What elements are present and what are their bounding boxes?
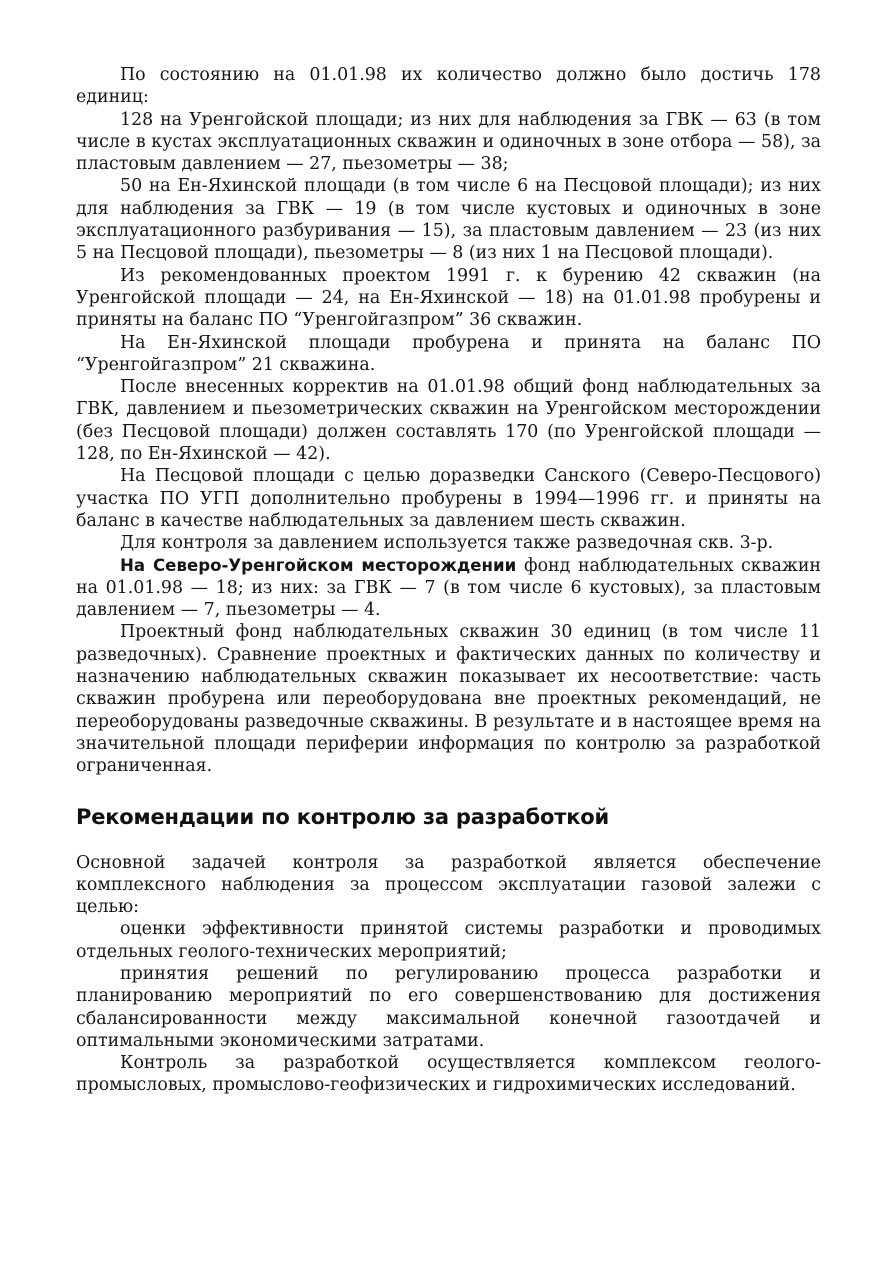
paragraph-urengoy-area: 128 на Уренгойской площади; из них для наблюдения за ГВК — 63 (в том числе в кустах эксплуатационных скважин и одиночных в зоне отбора — 58), за пластовым давлением — 27, пьезометры — 38; (76, 109, 821, 175)
paragraph-recommended-1991: Из рекомендованных проектом 1991 г. к бурению 42 скважин (на Уренгойской площади — 24, на Ен-Яхинской — 18) на 01.01.98 пробурены и приняты на баланс ПО “Уренгойгазпром” 36 скважин. (76, 265, 821, 331)
section-heading: Рекомендации по контролю за разработкой (76, 804, 609, 829)
list-item-regulation: принятия решений по регулированию процесса разработки и планированию мероприятий по его совершенствованию для достижения сбалансированности между максимальной конечной газоотдачей и оптимальными экономическими затратами. (76, 963, 821, 1051)
paragraph-control-methods: Контроль за разработкой осуществляется комплексом геолого-промысловых, промыслово-геофизических и гидрохимических исследований. (76, 1053, 821, 1096)
paragraph-exploration-well: Для контроля за давлением используется также разведочная скв. 3-р. (120, 533, 774, 554)
paragraph-corrections: После внесенных корректив на 01.01.98 общий фонд наблюдательных за ГВК, давлением и пьезометрических скважин на Уренгойском месторождении (без Песцовой площади) должен составлять 170 (по Уренгойской площади — 128, по Ен-Яхинской — 42). (76, 377, 821, 465)
paragraph-en-yakhinsk-area: 50 на Ен-Яхинской площади (в том числе 6 на Песцовой площади); из них для наблюдения за ГВК — 19 (в том числе кустовых и одиночных в зоне эксплуатационного разбуривания — 15), за пластовым давлением — 23 (из них 5 на Песцовой площади), пьезометры — 8 (из них 1 на Песцовой площади). (76, 176, 821, 264)
paragraph-en-yakhinsk-drilled: На Ен-Яхинской площади пробурена и принята на баланс ПО “Уренгойгазпром” 21 скважина. (76, 332, 821, 375)
north-urengoy-lead: На Северо-Уренгойском месторождении (120, 555, 517, 575)
paragraph-total-count: По состоянию на 01.01.98 их количество должно было достичь 178 единиц: (76, 65, 821, 108)
paragraph-main-task: Основной задачей контроля за разработкой является обеспечение комплексного наблюдения за процессом эксплуатации газовой залежи с целью: (76, 852, 821, 918)
list-item-efficiency: оценки эффективности принятой системы разработки и проводимых отдельных геолого-технических мероприятий; (76, 919, 821, 962)
paragraph-north-urengoy (76, 555, 821, 622)
paragraph-pestsovaya-area: На Песцовой площади с целью доразведки Санского (Северо-Песцового) участка ПО УГП дополнительно пробурены в 1994—1996 гг. и приняты на баланс в качестве наблюдательных за давлением шесть скважин. (76, 466, 821, 531)
paragraph-project-fund: Проектный фонд наблюдательных скважин 30 единиц (в том числе 11 разведочных). Сравнение проектных и фактических данных по количеству и назначению наблюдательных скважин показывает их несоответствие: часть скважин пробурена или переоборудована вне проектных рекомендаций, не переоборудованы разведочные скважины. В результате и в настоящее время на значительной площади периферии информация по контролю за разработкой ограниченная. (76, 622, 821, 777)
document-page (76, 64, 821, 1097)
north-urengoy-text: фонд наблюдательных скважин на 01.01.98 — 18; из них: за ГВК — 7 (в том числе 6 кустовых), за пластовым давлением — 7, пьезометры — 4. (76, 555, 821, 621)
